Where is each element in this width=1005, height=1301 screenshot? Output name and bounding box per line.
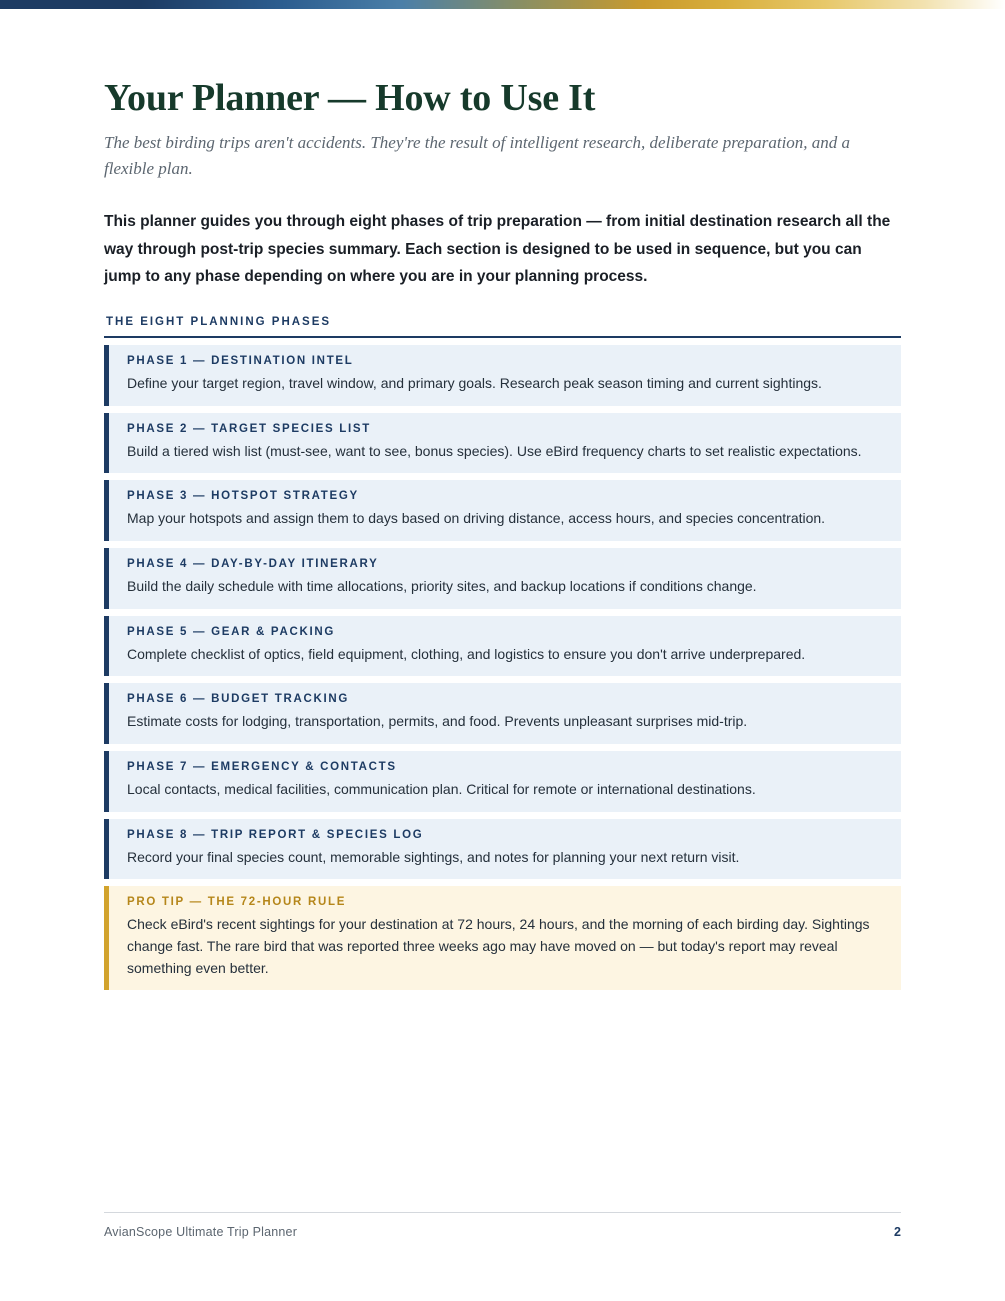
- phase-body: Define your target region, travel window, and primary goals. Research peak season timing and current sightings.: [127, 374, 822, 391]
- phase-title: PHASE 7 — EMERGENCY & CONTACTS: [127, 760, 397, 773]
- phase-card: [104, 413, 901, 474]
- phase-body: Build the daily schedule with time allocations, priority sites, and backup locations if conditions change.: [127, 577, 757, 594]
- phase-title: PHASE 3 — HOTSPOT STRATEGY: [127, 490, 359, 503]
- phase-card: [104, 616, 901, 677]
- footer-divider: [104, 1212, 901, 1213]
- intro-paragraph: This planner guides you through eight phases of trip preparation — from initial destination research all the way through post-trip species summary. Each section is designed to be used in sequence, but you can jump to any phase depending on where you are in your planning process.: [104, 213, 891, 285]
- phase-title: PHASE 8 — TRIP REPORT & SPECIES LOG: [127, 828, 424, 841]
- phase-body: Record your final species count, memorable sightings, and notes for planning your next return visit.: [127, 848, 740, 865]
- page-number: 2: [894, 1225, 901, 1239]
- phase-title: PHASE 2 — TARGET SPECIES LIST: [127, 422, 371, 435]
- phase-card: [104, 548, 901, 609]
- page-content: [104, 78, 901, 997]
- phase-title: PHASE 6 — BUDGET TRACKING: [127, 693, 350, 706]
- phase-title: PHASE 5 — GEAR & PACKING: [127, 625, 335, 638]
- page-title: Your Planner — How to Use It: [104, 77, 596, 119]
- page-subtitle: The best birding trips aren't accidents. They're the result of intelligent research, deliberate preparation, and a flexible plan.: [104, 132, 851, 179]
- decorative-gradient-bar: [0, 0, 1005, 9]
- phase-title: PHASE 4 — DAY-BY-DAY ITINERARY: [127, 557, 379, 570]
- phase-card: [104, 480, 901, 541]
- phase-body: Local contacts, medical facilities, communication plan. Critical for remote or international destinations.: [127, 780, 756, 797]
- pro-tip-body: Check eBird's recent sightings for your destination at 72 hours, 24 hours, and the morning of each birding day. Sightings change fast. The rare bird that was reported three weeks ago may have moved on — but today's report may reveal something even better.: [127, 916, 870, 976]
- pro-tip-card: [104, 886, 901, 990]
- footer-title: AvianScope Ultimate Trip Planner: [104, 1225, 298, 1239]
- section-label: THE EIGHT PLANNING PHASES: [106, 315, 332, 328]
- phase-body: Complete checklist of optics, field equipment, clothing, and logistics to ensure you don't arrive underprepared.: [127, 645, 806, 662]
- phase-card: [104, 683, 901, 744]
- phase-card: [104, 819, 901, 880]
- page-footer: [104, 1212, 901, 1239]
- phase-body: Build a tiered wish list (must-see, want to see, bonus species). Use eBird frequency charts to set realistic expectations.: [127, 442, 862, 459]
- section-divider: [104, 336, 901, 338]
- phase-body: Estimate costs for lodging, transportation, permits, and food. Prevents unpleasant surprises mid-trip.: [127, 713, 748, 730]
- pro-tip-title: PRO TIP — THE 72-HOUR RULE: [127, 896, 347, 909]
- phase-body: Map your hotspots and assign them to days based on driving distance, access hours, and species concentration.: [127, 510, 826, 527]
- phase-card: [104, 345, 901, 406]
- phase-title: PHASE 1 — DESTINATION INTEL: [127, 354, 354, 367]
- footer-row: [104, 1225, 901, 1239]
- phase-card: [104, 751, 901, 812]
